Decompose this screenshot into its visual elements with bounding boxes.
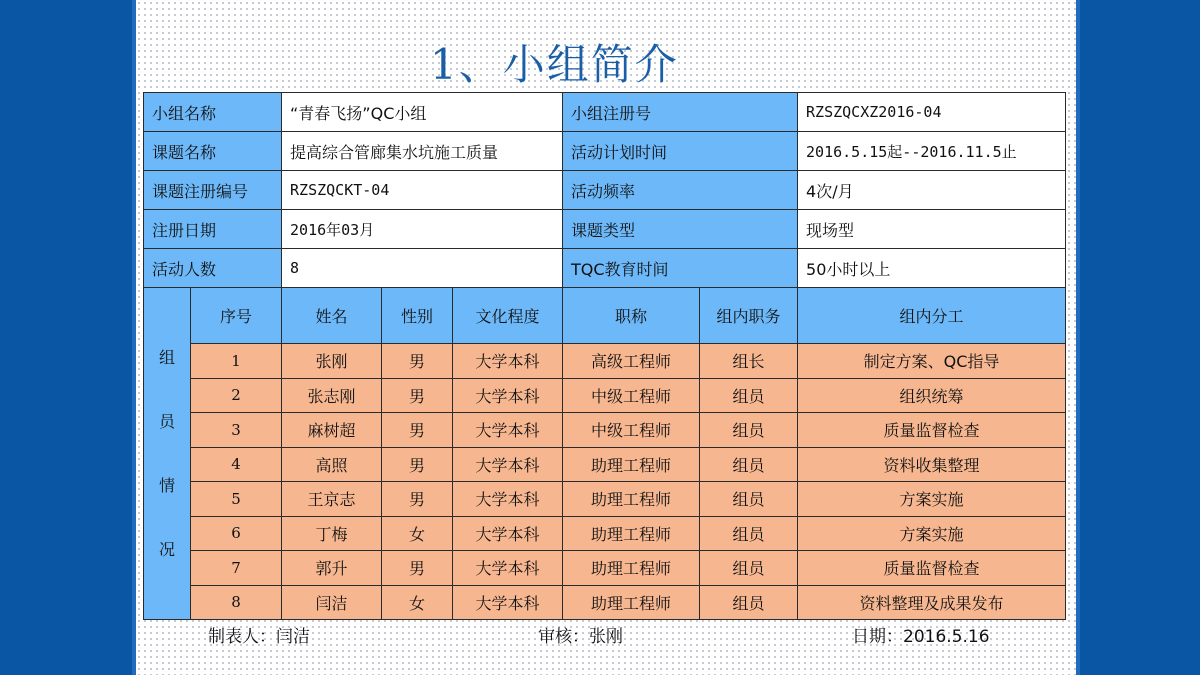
member-cell: 资料收集整理: [798, 447, 1066, 482]
member-cell: 2: [191, 378, 282, 413]
column-header: 文化程度: [453, 288, 563, 344]
member-cell: 助理工程师: [563, 482, 700, 517]
info-value: 50小时以上: [798, 249, 1066, 288]
member-row: [144, 378, 1066, 413]
info-row: [144, 93, 1066, 132]
member-cell: 王京志: [282, 482, 382, 517]
group-info-grid: [143, 92, 1066, 620]
member-cell: 男: [382, 344, 453, 379]
info-value: RZSZQCKT-04: [282, 171, 563, 210]
member-row: [144, 447, 1066, 482]
member-cell: 男: [382, 482, 453, 517]
slide-title: 1、小组简介: [430, 40, 679, 89]
member-cell: 高级工程师: [563, 344, 700, 379]
info-row: [144, 132, 1066, 171]
info-label: 小组注册号: [563, 93, 798, 132]
member-cell: 郭升: [282, 551, 382, 586]
member-label-char: 组: [158, 347, 175, 367]
member-row: [144, 551, 1066, 586]
member-cell: 女: [382, 516, 453, 551]
info-row: [144, 210, 1066, 249]
table-reviewer: 审核：张刚: [538, 627, 623, 647]
member-cell: 组员: [700, 482, 798, 517]
member-cell: 质量监督检查: [798, 413, 1066, 448]
member-cell: 大学本科: [453, 585, 563, 620]
member-cell: 张刚: [282, 344, 382, 379]
info-value: 2016.5.15起--2016.11.5止: [798, 132, 1066, 171]
member-cell: 1: [191, 344, 282, 379]
column-header: 组内职务: [700, 288, 798, 344]
member-cell: 方案实施: [798, 516, 1066, 551]
member-cell: 大学本科: [453, 378, 563, 413]
member-cell: 7: [191, 551, 282, 586]
member-cell: 助理工程师: [563, 447, 700, 482]
member-row: [144, 482, 1066, 517]
column-header: 职称: [563, 288, 700, 344]
info-label: 活动频率: [563, 171, 798, 210]
member-cell: 3: [191, 413, 282, 448]
info-value: RZSZQCXZ2016-04: [798, 93, 1066, 132]
member-cell: 6: [191, 516, 282, 551]
member-label-char: 况: [158, 539, 175, 559]
member-cell: 闫洁: [282, 585, 382, 620]
column-header: 序号: [191, 288, 282, 344]
info-label: 课题名称: [144, 132, 282, 171]
info-row: [144, 171, 1066, 210]
right-blue-band: [1080, 0, 1200, 675]
info-label: 注册日期: [144, 210, 282, 249]
member-cell: 助理工程师: [563, 516, 700, 551]
info-label: TQC教育时间: [563, 249, 798, 288]
member-header-row: [144, 288, 1066, 344]
member-cell: 组员: [700, 585, 798, 620]
member-cell: 助理工程师: [563, 551, 700, 586]
member-cell: 组长: [700, 344, 798, 379]
member-cell: 丁梅: [282, 516, 382, 551]
column-header: 性别: [382, 288, 453, 344]
member-row: [144, 413, 1066, 448]
column-header: 姓名: [282, 288, 382, 344]
member-cell: 组员: [700, 447, 798, 482]
member-cell: 张志刚: [282, 378, 382, 413]
info-value: 2016年03月: [282, 210, 563, 249]
info-value: 现场型: [798, 210, 1066, 249]
member-label-char: 情: [158, 475, 175, 495]
info-label: 课题类型: [563, 210, 798, 249]
member-cell: 组员: [700, 413, 798, 448]
member-cell: 大学本科: [453, 447, 563, 482]
member-row: [144, 516, 1066, 551]
member-cell: 大学本科: [453, 344, 563, 379]
member-cell: 男: [382, 551, 453, 586]
member-cell: 中级工程师: [563, 378, 700, 413]
member-cell: 组员: [700, 551, 798, 586]
info-row: [144, 249, 1066, 288]
info-label: 课题注册编号: [144, 171, 282, 210]
member-cell: 大学本科: [453, 413, 563, 448]
member-cell: 方案实施: [798, 482, 1066, 517]
column-header: 组内分工: [798, 288, 1066, 344]
member-row: [144, 585, 1066, 620]
info-value: “青春飞扬”QC小组: [282, 93, 563, 132]
table-maker: 制表人：闫洁: [208, 627, 310, 647]
member-cell: 组织统筹: [798, 378, 1066, 413]
member-cell: 大学本科: [453, 482, 563, 517]
info-value: 8: [282, 249, 563, 288]
table-date: 日期：2016.5.16: [852, 627, 990, 647]
member-cell: 组员: [700, 378, 798, 413]
member-cell: 资料整理及成果发布: [798, 585, 1066, 620]
member-cell: 高照: [282, 447, 382, 482]
member-cell: 男: [382, 413, 453, 448]
member-cell: 助理工程师: [563, 585, 700, 620]
info-label: 小组名称: [144, 93, 282, 132]
member-row: [144, 344, 1066, 379]
member-cell: 麻树超: [282, 413, 382, 448]
member-cell: 质量监督检查: [798, 551, 1066, 586]
member-cell: 8: [191, 585, 282, 620]
member-cell: 男: [382, 447, 453, 482]
member-cell: 4: [191, 447, 282, 482]
info-value: 提高综合管廊集水坑施工质量: [282, 132, 563, 171]
member-cell: 男: [382, 378, 453, 413]
member-cell: 5: [191, 482, 282, 517]
member-cell: 女: [382, 585, 453, 620]
member-cell: 中级工程师: [563, 413, 700, 448]
info-label: 活动人数: [144, 249, 282, 288]
member-label-char: 员: [158, 411, 175, 431]
info-label: 活动计划时间: [563, 132, 798, 171]
member-cell: 组员: [700, 516, 798, 551]
member-section-label: [144, 288, 191, 620]
info-value: 4次/月: [798, 171, 1066, 210]
member-cell: 大学本科: [453, 516, 563, 551]
member-cell: 大学本科: [453, 551, 563, 586]
left-blue-band: [0, 0, 132, 675]
member-cell: 制定方案、QC指导: [798, 344, 1066, 379]
